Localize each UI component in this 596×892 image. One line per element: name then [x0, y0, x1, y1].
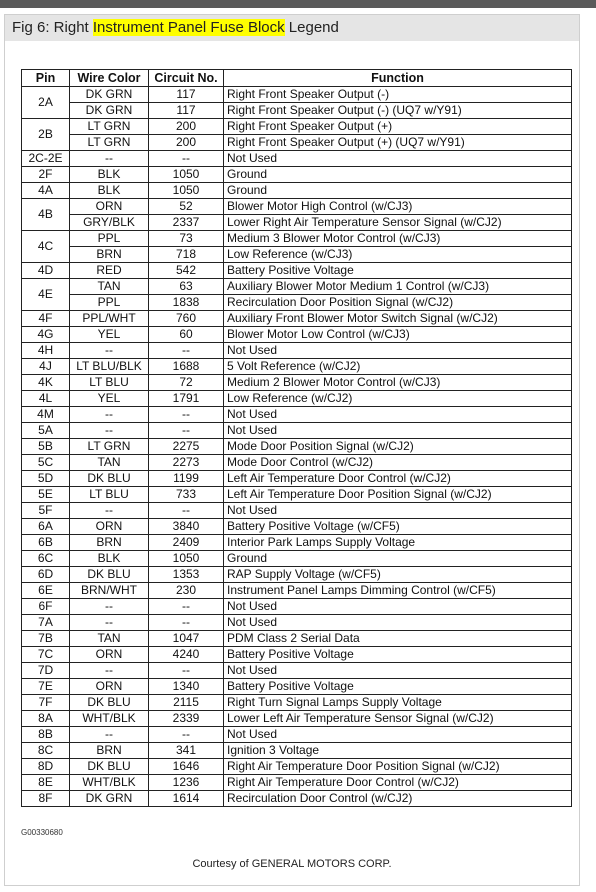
wire-color-cell: -- [70, 151, 149, 167]
circuit-no-cell: -- [149, 503, 224, 519]
wire-color-cell: TAN [70, 455, 149, 471]
circuit-no-cell: 1340 [149, 679, 224, 695]
wire-color-cell: -- [70, 343, 149, 359]
fuse-block-legend-table [21, 69, 572, 807]
pin-cell: 4E [22, 279, 70, 311]
pin-cell: 2A [22, 87, 70, 119]
table-row [22, 695, 572, 711]
pin-cell: 8A [22, 711, 70, 727]
function-cell: Recirculation Door Position Signal (w/CJ2) [224, 295, 572, 311]
function-cell: Right Turn Signal Lamps Supply Voltage [224, 695, 572, 711]
wire-color-cell: PPL/WHT [70, 311, 149, 327]
wire-color-cell: BLK [70, 167, 149, 183]
circuit-no-cell: 1050 [149, 551, 224, 567]
circuit-no-cell: 60 [149, 327, 224, 343]
function-cell: Right Front Speaker Output (-) (UQ7 w/Y91) [224, 103, 572, 119]
pin-cell: 2B [22, 119, 70, 151]
header-pin: Pin [22, 70, 70, 87]
circuit-no-cell: 72 [149, 375, 224, 391]
function-cell: Blower Motor Low Control (w/CJ3) [224, 327, 572, 343]
wire-color-cell: PPL [70, 231, 149, 247]
function-cell: Mode Door Control (w/CJ2) [224, 455, 572, 471]
circuit-no-cell: -- [149, 343, 224, 359]
function-cell: Right Front Speaker Output (-) [224, 87, 572, 103]
circuit-no-cell: 63 [149, 279, 224, 295]
table-row [22, 599, 572, 615]
circuit-no-cell: -- [149, 151, 224, 167]
wire-color-cell: BLK [70, 551, 149, 567]
function-cell: Lower Right Air Temperature Sensor Signal (w/CJ2) [224, 215, 572, 231]
function-cell: Lower Left Air Temperature Sensor Signal (w/CJ2) [224, 711, 572, 727]
wire-color-cell: WHT/BLK [70, 711, 149, 727]
header-wire-color: Wire Color [70, 70, 149, 87]
circuit-no-cell: 733 [149, 487, 224, 503]
circuit-no-cell: 1614 [149, 791, 224, 807]
pin-cell: 5E [22, 487, 70, 503]
circuit-no-cell: 1047 [149, 631, 224, 647]
table-body [22, 87, 572, 807]
wire-color-cell: BRN [70, 247, 149, 263]
function-cell: Blower Motor High Control (w/CJ3) [224, 199, 572, 215]
function-cell: Low Reference (w/CJ3) [224, 247, 572, 263]
wire-color-cell: RED [70, 263, 149, 279]
wire-color-cell: LT GRN [70, 119, 149, 135]
table-row [22, 487, 572, 503]
function-cell: Ground [224, 183, 572, 199]
wire-color-cell: -- [70, 503, 149, 519]
table-row [22, 583, 572, 599]
circuit-no-cell: 1646 [149, 759, 224, 775]
circuit-no-cell: 2339 [149, 711, 224, 727]
wire-color-cell: ORN [70, 199, 149, 215]
pin-cell: 7B [22, 631, 70, 647]
pin-cell: 7D [22, 663, 70, 679]
pin-cell: 6F [22, 599, 70, 615]
function-cell: Not Used [224, 151, 572, 167]
wire-color-cell: YEL [70, 327, 149, 343]
table-row [22, 679, 572, 695]
wire-color-cell: TAN [70, 631, 149, 647]
circuit-no-cell: 2337 [149, 215, 224, 231]
function-cell: Not Used [224, 503, 572, 519]
wire-color-cell: LT BLU [70, 375, 149, 391]
circuit-no-cell: -- [149, 423, 224, 439]
function-cell: Battery Positive Voltage (w/CF5) [224, 519, 572, 535]
function-cell: Right Front Speaker Output (+) (UQ7 w/Y91) [224, 135, 572, 151]
function-cell: 5 Volt Reference (w/CJ2) [224, 359, 572, 375]
function-cell: Battery Positive Voltage [224, 679, 572, 695]
circuit-no-cell: 1236 [149, 775, 224, 791]
circuit-no-cell: 200 [149, 135, 224, 151]
function-cell: Medium 2 Blower Motor Control (w/CJ3) [224, 375, 572, 391]
pin-cell: 8E [22, 775, 70, 791]
table-row [22, 231, 572, 247]
pin-cell: 7C [22, 647, 70, 663]
pin-cell: 4M [22, 407, 70, 423]
function-cell: Left Air Temperature Door Position Signal (w/CJ2) [224, 487, 572, 503]
pin-cell: 4L [22, 391, 70, 407]
header-circuit-no: Circuit No. [149, 70, 224, 87]
circuit-no-cell: -- [149, 727, 224, 743]
wire-color-cell: LT GRN [70, 439, 149, 455]
function-cell: Left Air Temperature Door Control (w/CJ2) [224, 471, 572, 487]
pin-cell: 4D [22, 263, 70, 279]
table-row [22, 519, 572, 535]
circuit-no-cell: 1050 [149, 167, 224, 183]
table-row [22, 791, 572, 807]
pin-cell: 4G [22, 327, 70, 343]
wire-color-cell: BRN [70, 535, 149, 551]
window-top-bar [0, 0, 596, 8]
table-row [22, 455, 572, 471]
pin-cell: 4H [22, 343, 70, 359]
table-row [22, 215, 572, 231]
pin-cell: 8C [22, 743, 70, 759]
table-row [22, 311, 572, 327]
function-cell: Battery Positive Voltage [224, 647, 572, 663]
function-cell: PDM Class 2 Serial Data [224, 631, 572, 647]
circuit-no-cell: 542 [149, 263, 224, 279]
function-cell: Ground [224, 167, 572, 183]
function-cell: Not Used [224, 343, 572, 359]
circuit-no-cell: 4240 [149, 647, 224, 663]
table-row [22, 775, 572, 791]
pin-cell: 6D [22, 567, 70, 583]
title-prefix: Fig 6: Right [12, 19, 93, 36]
table-row [22, 647, 572, 663]
wire-color-cell: ORN [70, 519, 149, 535]
pin-cell: 4C [22, 231, 70, 263]
table-row [22, 503, 572, 519]
figure-title-bar [5, 15, 579, 41]
function-cell: Recirculation Door Control (w/CJ2) [224, 791, 572, 807]
function-cell: Auxiliary Front Blower Motor Switch Signal (w/CJ2) [224, 311, 572, 327]
function-cell: Instrument Panel Lamps Dimming Control (w/CF5) [224, 583, 572, 599]
wire-color-cell: -- [70, 423, 149, 439]
wire-color-cell: DK GRN [70, 87, 149, 103]
pin-cell: 4J [22, 359, 70, 375]
pin-cell: 4B [22, 199, 70, 231]
pin-cell: 6E [22, 583, 70, 599]
pin-cell: 8D [22, 759, 70, 775]
function-cell: Ground [224, 551, 572, 567]
circuit-no-cell: 1199 [149, 471, 224, 487]
circuit-no-cell: 3840 [149, 519, 224, 535]
circuit-no-cell: 760 [149, 311, 224, 327]
function-cell: Interior Park Lamps Supply Voltage [224, 535, 572, 551]
function-cell: Ignition 3 Voltage [224, 743, 572, 759]
table-row [22, 423, 572, 439]
table-row [22, 183, 572, 199]
circuit-no-cell: 1838 [149, 295, 224, 311]
pin-cell: 2C-2E [22, 151, 70, 167]
pin-cell: 5B [22, 439, 70, 455]
table-row [22, 263, 572, 279]
wire-color-cell: BRN [70, 743, 149, 759]
wire-color-cell: LT BLU/BLK [70, 359, 149, 375]
wire-color-cell: DK BLU [70, 567, 149, 583]
circuit-no-cell: 1353 [149, 567, 224, 583]
table-row [22, 279, 572, 295]
table-row [22, 343, 572, 359]
circuit-no-cell: 117 [149, 87, 224, 103]
pin-cell: 7E [22, 679, 70, 695]
pin-cell: 5A [22, 423, 70, 439]
table-row [22, 727, 572, 743]
table-row [22, 663, 572, 679]
wire-color-cell: -- [70, 615, 149, 631]
wire-color-cell: -- [70, 727, 149, 743]
circuit-no-cell: 1688 [149, 359, 224, 375]
pin-cell: 4F [22, 311, 70, 327]
circuit-no-cell: -- [149, 407, 224, 423]
pin-cell: 4K [22, 375, 70, 391]
pin-cell: 5C [22, 455, 70, 471]
table-row [22, 151, 572, 167]
circuit-no-cell: -- [149, 599, 224, 615]
wire-color-cell: LT GRN [70, 135, 149, 151]
pin-cell: 5D [22, 471, 70, 487]
header-function: Function [224, 70, 572, 87]
table-header-row [22, 70, 572, 87]
table-row [22, 135, 572, 151]
wire-color-cell: GRY/BLK [70, 215, 149, 231]
pin-cell: 6B [22, 535, 70, 551]
wire-color-cell: ORN [70, 679, 149, 695]
table-row [22, 167, 572, 183]
function-cell: RAP Supply Voltage (w/CF5) [224, 567, 572, 583]
wire-color-cell: LT BLU [70, 487, 149, 503]
table-row [22, 407, 572, 423]
function-cell: Not Used [224, 599, 572, 615]
function-cell: Right Front Speaker Output (+) [224, 119, 572, 135]
circuit-no-cell: 73 [149, 231, 224, 247]
pin-cell: 4A [22, 183, 70, 199]
wire-color-cell: DK BLU [70, 471, 149, 487]
wire-color-cell: DK BLU [70, 759, 149, 775]
figure-frame [4, 14, 580, 886]
circuit-no-cell: 117 [149, 103, 224, 119]
function-cell: Battery Positive Voltage [224, 263, 572, 279]
pin-cell: 5F [22, 503, 70, 519]
wire-color-cell: -- [70, 407, 149, 423]
table-row [22, 567, 572, 583]
function-cell: Not Used [224, 615, 572, 631]
table-row [22, 87, 572, 103]
table-row [22, 711, 572, 727]
table-row [22, 391, 572, 407]
table-row [22, 375, 572, 391]
table-row [22, 631, 572, 647]
wire-color-cell: WHT/BLK [70, 775, 149, 791]
pin-cell: 6C [22, 551, 70, 567]
circuit-no-cell: 2273 [149, 455, 224, 471]
table-row [22, 103, 572, 119]
wire-color-cell: BRN/WHT [70, 583, 149, 599]
pin-cell: 8B [22, 727, 70, 743]
wire-color-cell: -- [70, 599, 149, 615]
table-row [22, 119, 572, 135]
wire-color-cell: DK GRN [70, 103, 149, 119]
figure-code: G00330680 [21, 828, 63, 837]
table-row [22, 471, 572, 487]
function-cell: Right Air Temperature Door Control (w/CJ2) [224, 775, 572, 791]
circuit-no-cell: 1050 [149, 183, 224, 199]
function-cell: Low Reference (w/CJ2) [224, 391, 572, 407]
table-row [22, 327, 572, 343]
circuit-no-cell: 1791 [149, 391, 224, 407]
table-row [22, 535, 572, 551]
circuit-no-cell: 718 [149, 247, 224, 263]
wire-color-cell: -- [70, 663, 149, 679]
circuit-no-cell: 2115 [149, 695, 224, 711]
table-row [22, 759, 572, 775]
table-row [22, 247, 572, 263]
table-row [22, 551, 572, 567]
pin-cell: 7F [22, 695, 70, 711]
table-row [22, 359, 572, 375]
function-cell: Not Used [224, 727, 572, 743]
table-row [22, 199, 572, 215]
function-cell: Mode Door Position Signal (w/CJ2) [224, 439, 572, 455]
table-row [22, 295, 572, 311]
table-row [22, 439, 572, 455]
wire-color-cell: TAN [70, 279, 149, 295]
courtesy-text: Courtesy of GENERAL MOTORS CORP. [192, 858, 392, 870]
wire-color-cell: ORN [70, 647, 149, 663]
circuit-no-cell: 341 [149, 743, 224, 759]
wire-color-cell: PPL [70, 295, 149, 311]
circuit-no-cell: 2275 [149, 439, 224, 455]
title-highlight: Instrument Panel Fuse Block [92, 19, 285, 36]
circuit-no-cell: 2409 [149, 535, 224, 551]
function-cell: Not Used [224, 663, 572, 679]
wire-color-cell: BLK [70, 183, 149, 199]
function-cell: Not Used [224, 407, 572, 423]
wire-color-cell: DK GRN [70, 791, 149, 807]
pin-cell: 6A [22, 519, 70, 535]
circuit-no-cell: -- [149, 663, 224, 679]
circuit-no-cell: -- [149, 615, 224, 631]
pin-cell: 2F [22, 167, 70, 183]
pin-cell: 7A [22, 615, 70, 631]
figure-title [12, 19, 339, 36]
wire-color-cell: YEL [70, 391, 149, 407]
function-cell: Auxiliary Blower Motor Medium 1 Control (w/CJ3) [224, 279, 572, 295]
circuit-no-cell: 230 [149, 583, 224, 599]
pin-cell: 8F [22, 791, 70, 807]
wire-color-cell: DK BLU [70, 695, 149, 711]
circuit-no-cell: 200 [149, 119, 224, 135]
table-row [22, 615, 572, 631]
circuit-no-cell: 52 [149, 199, 224, 215]
title-suffix: Legend [284, 19, 339, 36]
function-cell: Right Air Temperature Door Position Signal (w/CJ2) [224, 759, 572, 775]
function-cell: Not Used [224, 423, 572, 439]
function-cell: Medium 3 Blower Motor Control (w/CJ3) [224, 231, 572, 247]
table-row [22, 743, 572, 759]
